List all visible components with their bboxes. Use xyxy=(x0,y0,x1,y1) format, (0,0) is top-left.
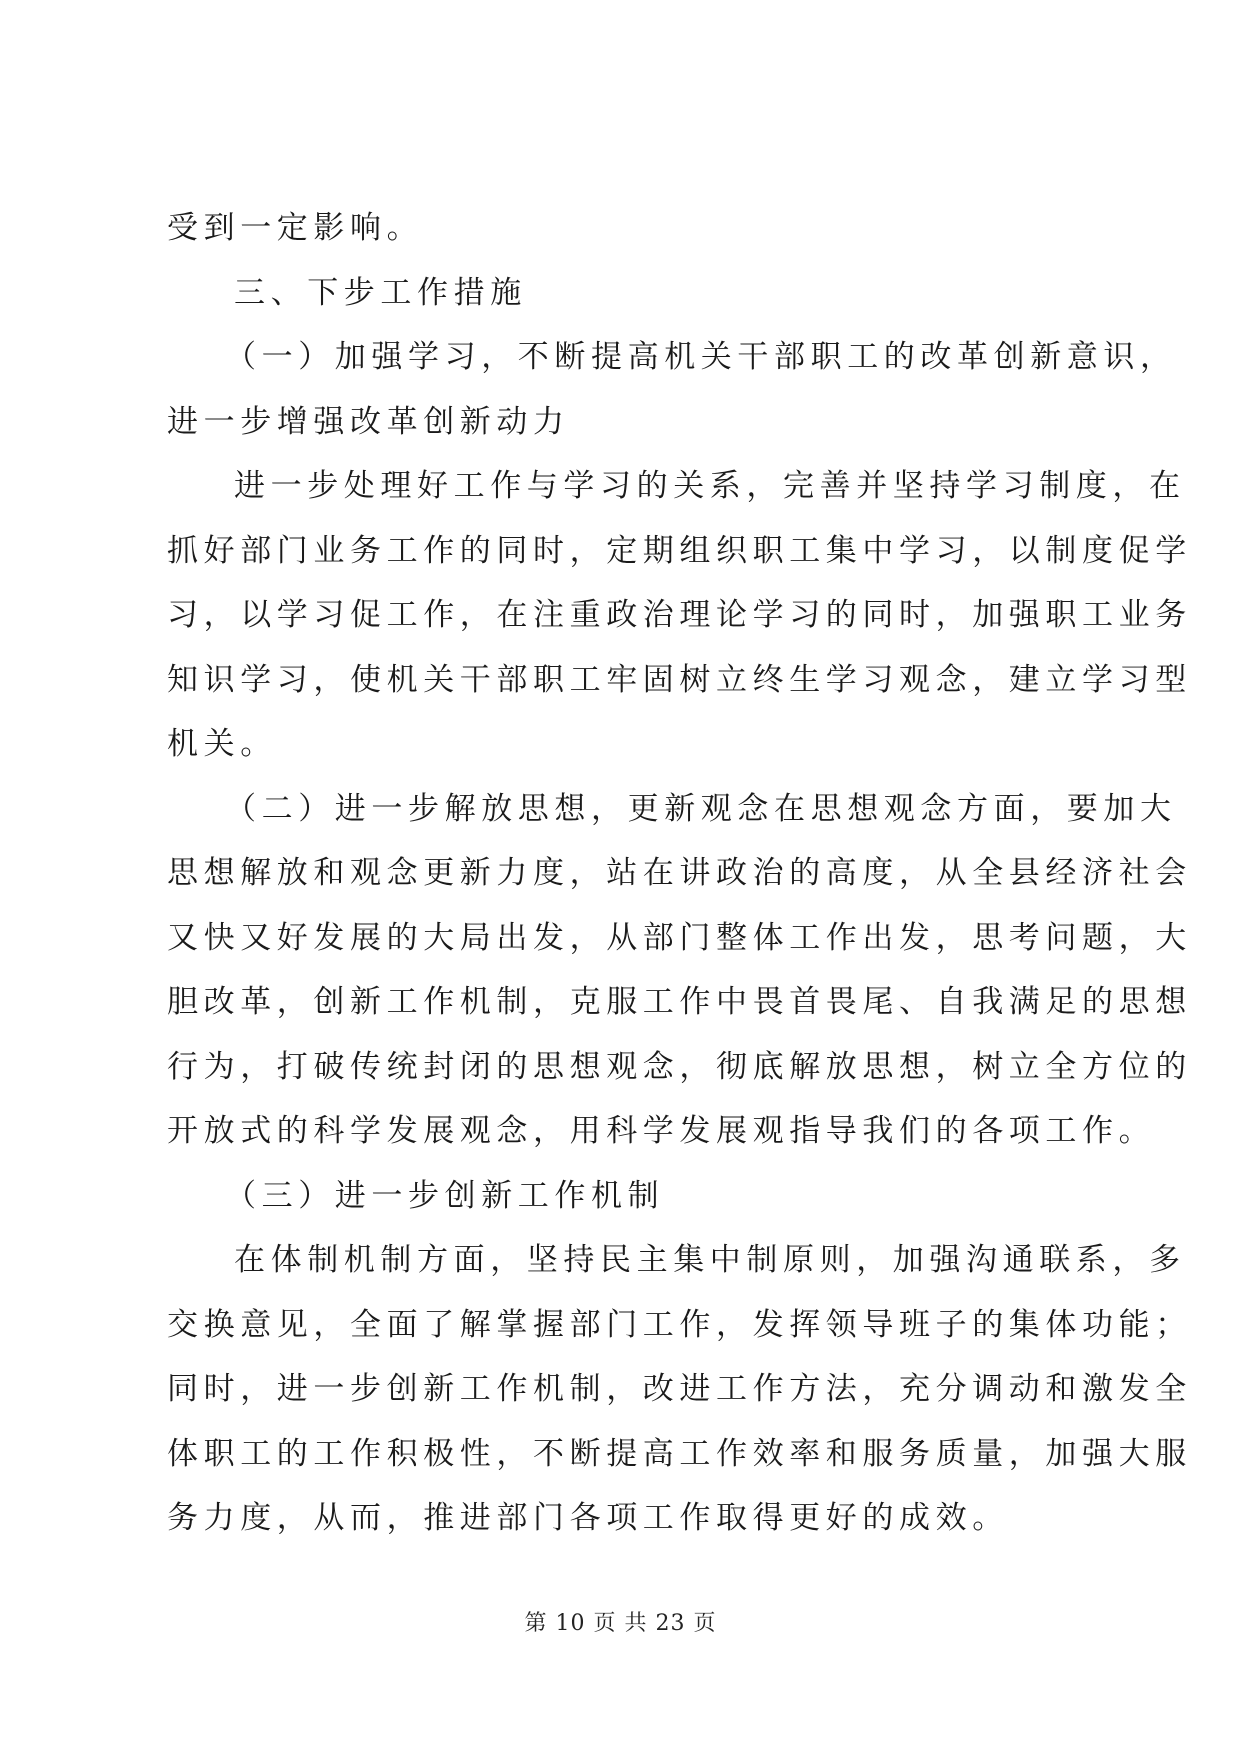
subsection-heading: （二）进一步解放思想，更新观念在思想观念方面，要加大 xyxy=(225,790,1177,827)
text-line: 交换意见，全面了解掌握部门工作，发挥领导班子的集体功能； xyxy=(167,1306,1192,1343)
subsection-heading-continued: 进一步增强改革创新动力 xyxy=(167,403,570,440)
subsection-heading: （三）进一步创新工作机制 xyxy=(225,1177,665,1214)
subsection-heading: （一）加强学习，不断提高机关干部职工的改革创新意识， xyxy=(225,339,1177,375)
text-line: 又快又好发展的大局出发，从部门整体工作出发，思考问题，大 xyxy=(167,919,1192,956)
text-line: 机关。 xyxy=(167,726,277,762)
text-line: 进一步处理好工作与学习的关系，完善并坚持学习制度，在 xyxy=(234,468,1186,504)
section-heading: 三、下步工作措施 xyxy=(234,274,527,311)
text-line: 同时，进一步创新工作机制，改进工作方法，充分调动和激发全 xyxy=(167,1371,1192,1407)
text-line: 思想解放和观念更新力度，站在讲政治的高度，从全县经济社会 xyxy=(167,855,1192,891)
text-line: 习，以学习促工作，在注重政治理论学习的同时，加强职工业务 xyxy=(167,597,1192,633)
text-line: 务力度，从而，推进部门各项工作取得更好的成效。 xyxy=(167,1500,1009,1536)
text-line: 开放式的科学发展观念，用科学发展观指导我们的各项工作。 xyxy=(167,1113,1156,1149)
text-line: 受到一定影响。 xyxy=(167,210,424,246)
text-line: 知识学习，使机关干部职工牢固树立终生学习观念，建立学习型 xyxy=(167,661,1192,698)
text-line: 行为，打破传统封闭的思想观念，彻底解放思想，树立全方位的 xyxy=(167,1048,1192,1085)
page-number-footer: 第 10 页 共 23 页 xyxy=(524,1611,717,1636)
text-line: 体职工的工作积极性，不断提高工作效率和服务质量，加强大服 xyxy=(167,1435,1192,1472)
text-line: 胆改革，创新工作机制，克服工作中畏首畏尾、自我满足的思想 xyxy=(167,984,1192,1020)
text-line: 在体制机制方面，坚持民主集中制原则，加强沟通联系，多 xyxy=(234,1242,1186,1278)
text-line: 抓好部门业务工作的同时，定期组织职工集中学习，以制度促学 xyxy=(167,532,1192,569)
document-body xyxy=(167,196,1192,1551)
